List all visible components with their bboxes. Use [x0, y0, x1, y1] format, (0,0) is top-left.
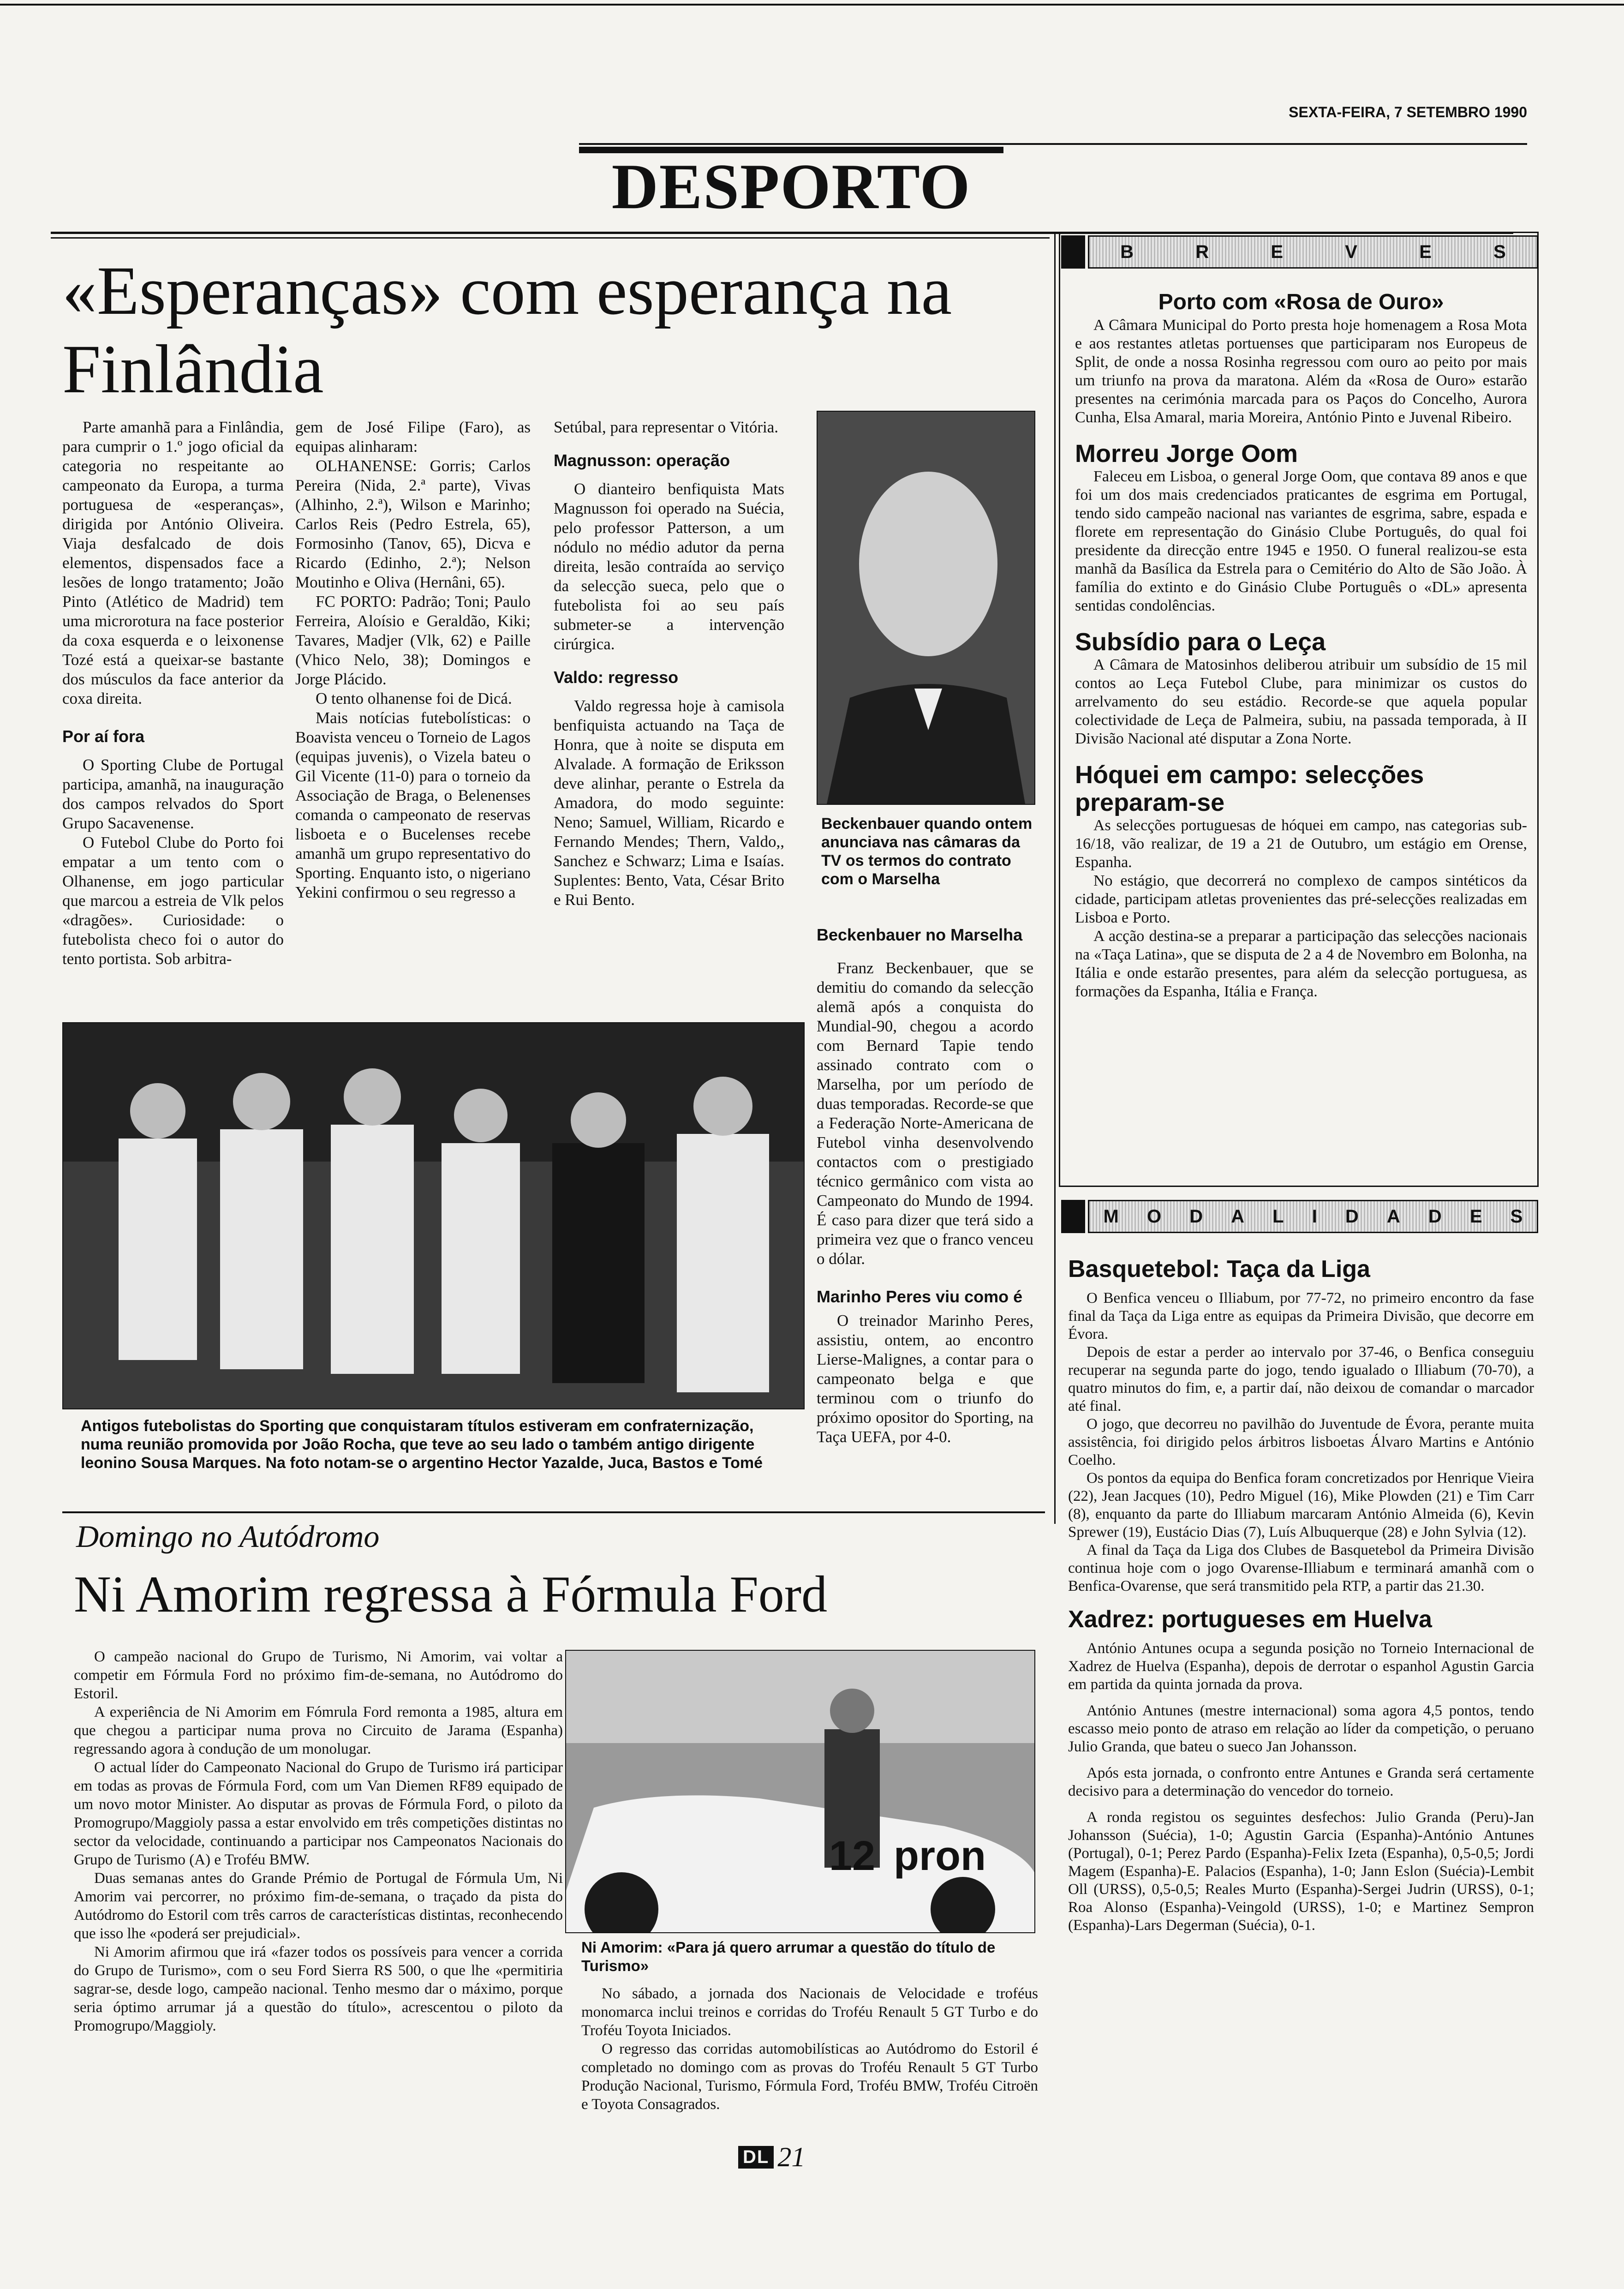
modalidades-label: [1089, 1201, 1537, 1232]
main-col-3-para: O dianteiro benfiquista Mats Magnusson foi operado na Suécia, pelo professor Patterson, a um nódulo no médio adutor da perna direita, lesão contraída ao serviço da selecção sueca, pelo que o futebolista foi ao seu país submeter-se a intervenção cirúrgica.: [554, 480, 784, 653]
subhead-marinho: Marinho Peres viu como é: [817, 1287, 1023, 1306]
brief-body: [1075, 816, 1527, 1001]
basket-title: Basquetebol: Taça da Liga: [1068, 1256, 1370, 1282]
column-divider: [1054, 232, 1056, 1524]
auto-top-rule: [62, 1511, 1045, 1513]
main-col-1-para: O Sporting Clube de Portugal participa, amanhã, na inauguração dos campos relvados do Sport Grupo Sacavenense.: [62, 756, 284, 832]
modalidades-letter: S: [1510, 1206, 1523, 1227]
basket-para: Depois de estar a perder ao intervalo por 37-46, o Benfica conseguiu recuperar na segunda parte do jogo, tendo igualado o Illiabum (70-70), a quatro minutos do fim, e, a partir daí, não deixou de comandar o marcador até final.: [1068, 1344, 1534, 1414]
chess-body: [1068, 1640, 1534, 1935]
auto-col-2-para: No sábado, a jornada dos Nacionais de Velocidade e troféus monomarca inclui treinos e corridas do Troféu Renault 5 GT Turbo e do Troféu Toyota Iniciados.: [581, 1985, 1038, 2039]
basket-para: Os pontos da equipa do Benfica foram concretizados por Henrique Vieira (22), Jean Jacques (10), Pedro Miguel (16), Mike Plowden (21) e Tim Carr (8), enquanto da parte do Illiabum marcaram António Almeida (6), Kevin Sprewer (19), Eustácio Dias (7), Luís Albuquerque (28) e John Sylvia (12).: [1068, 1470, 1534, 1540]
modalidades-letter: A: [1231, 1206, 1245, 1227]
breves-letter: V: [1345, 241, 1357, 262]
main-col-4-para: O treinador Marinho Peres, assistiu, ontem, ao encontro Lierse-Malignes, a contar para o campeonato belga e que terminou com o triunfo do próximo opositor do Sporting, na Taça UEFA, por 4-0.: [817, 1312, 1033, 1446]
modalidades-marker: [1061, 1200, 1085, 1233]
subhead-magnusson: Magnusson: operação: [554, 451, 730, 470]
modalidades-letter: D: [1428, 1206, 1442, 1227]
group-photo-caption: Antigos futebolistas do Sporting que conquistaram títulos estiveram em confraternização, numa reunião promovida por João Rocha, que teve ao seu lado o também antigo dirigente leonino Sousa Marques. Na foto notam-se o argentino Hector Yazalde, Juca, Bastos e Tomé: [81, 1417, 763, 1472]
main-headline: «Esperanças» com esperança na Finlândia: [62, 252, 952, 407]
modalidades-letter: E: [1469, 1206, 1482, 1227]
chess-para: António Antunes (mestre internacional) soma agora 4,5 pontos, tendo escasso meio ponto de atraso em relação ao líder da competição, o peruano Julio Granda, que bateu o sueco Jan Johansson.: [1068, 1702, 1534, 1755]
main-col-1-para: Parte amanhã para a Finlândia, para cumprir o 1.º jogo oficial da categoria no respeitante ao campeonato da Europa, a turma portuguesa de «esperanças», dirigida por António Oliveira. Viaja desfalcado de dois elementos, dispensados face a lesões de longo tratamento; João Pinto (Atlético de Madrid) tem uma microrotura na face posterior da coxa esquerda e o leixonense Tozé está a queixar-se bastante dos músculos da face anterior da coxa direita.: [62, 418, 284, 707]
breves-items: [1075, 288, 1527, 1001]
newspaper-logo: DL: [738, 2146, 774, 2169]
chess-para: Após esta jornada, o confronto entre Antunes e Granda será certamente decisivo para a determinação do vencedor do torneio.: [1068, 1765, 1534, 1799]
main-col-4-para: Franz Beckenbauer, que se demitiu do comando da selecção alemã após a conquista do Mundial-90, chegou a acordo com Bernard Tapie tendo assinado contrato com o Marselha, por um período de duas temporadas. Recorde-se que a Federação Norte-Americana de Futebol vinha desenvolvendo contactos com o prestigiado técnico germânico com vista ao Campeonato do Mundo de 1994. É caso para dizer que terá sido a primeira vez que o franco venceu o dólar.: [817, 959, 1033, 1268]
auto-kicker: Domingo no Autódromo: [76, 1519, 380, 1554]
brief-body: [1075, 656, 1527, 748]
chess-para: A ronda registou os seguintes desfechos: Julio Granda (Peru)-Jan Johansson (Suécia), 1-0; Agustin Garcia (Espanha)-António Antunes (Portugal), 0-1; Perez Pardo (Espanha)-Felix Izeta (Espanha), 0,5-0,5; Jordi Magem (Espanha)-E. Palacios (Espanha), 1-0; Jann Eslon (Suécia)-Lembit Oll (URSS), 0,5-0,5; Reales Murto (Espanha)-Sergei Judrin (URSS), 0-1; Roa Alonso (Espanha)-Veingold (URSS), 1-0; e Martinez Sempron (Espanha)-Lars Degerman (Suécia), 0-1.: [1068, 1809, 1534, 1934]
main-col-1-para: O Futebol Clube do Porto foi empatar a um tento com o Olhanense, em jogo particular que marcou a estreia de Vlk pelos «dragões». Curiosidade: o futebolista checo foi o autor do tento portista. Sob arbitra-: [62, 833, 284, 968]
chess-para: António Antunes ocupa a segunda posição no Torneio Internacional de Xadrez de Huelva (Espanha), depois de derrotar o espanhol Agustin Garcia em partida da quinta jornada da prova.: [1068, 1640, 1534, 1693]
section-title: DESPORTO: [611, 151, 971, 222]
car-photo-caption: Ni Amorim: «Para já quero arrumar a questão do título de Turismo»: [581, 1939, 996, 1974]
main-col-2-para: O tento olhanense foi de Dicá.: [316, 689, 512, 707]
main-col-4: [817, 925, 1033, 1447]
auto-col-1: [74, 1648, 563, 2035]
brief-para: A acção destina-se a preparar a participação das selecções nacionais na «Taça Latina», que se disputa de 2 a 4 de Novembro em Bolonha, na Itália e onde estarão presentes, para além da selecção portuguesa, as formações da Espanha, Itália e França.: [1075, 928, 1527, 1000]
portrait-silhouette: [818, 412, 1034, 804]
auto-headline: Ni Amorim regressa à Fórmula Ford: [74, 1566, 828, 1623]
modalidades-letter: A: [1386, 1206, 1400, 1227]
breves-letter: E: [1419, 241, 1432, 262]
main-col-2-para: gem de José Filipe (Faro), as equipas alinharam:: [295, 418, 531, 455]
brief-body: [1075, 316, 1527, 427]
main-col-3-para: Valdo regressa hoje à camisola benfiquista actuando na Taça de Honra, que à noite se disputa em Alvalade. A formação de Eriksson deve alinhar, perante o Estrela da Amadora, do modo seguinte: Neno; Samuel, William, Ricardo e Fernando Mendes; Thern, Valdo,, Sanchez e Schwarz; Lima e Isaías. Suplentes: Bento, Vata, César Brito e Rui Bento.: [554, 697, 784, 909]
breves-letter: E: [1271, 241, 1284, 262]
modalidades-content: [1068, 1255, 1534, 1935]
chess-title: Xadrez: portugueses em Huelva: [1068, 1606, 1432, 1633]
main-col-2-para: Mais notícias futebolísticas: o Boavista venceu o Torneio de Lagos (equipas juvenis), o Vizela bateu o Gil Vicente (11-0) para o torneio da Associação de Braga, o Belenenses comanda o campeonato de reservas lisboeta e o Bucelenses recebe amanhã um grupo representativo do Sporting. Enquanto isto, o nigeriano Yekini confirmou o seu regresso a: [295, 709, 531, 901]
group-photo: [62, 1022, 805, 1409]
brief-para: Faleceu em Lisboa, o general Jorge Oom, que contava 89 anos e que foi um dos mais credenciados praticantes de esgrima em Portugal, tendo sido campeão nacional nas variantes de esgrima, sabre, espada e florete em representação do Ginásio Clube Português, do qual foi presidente da direcção entre 1945 e 1950. O funeral realizou-se esta manhã da Basílica da Estrela para o Cemitério do Alto de São João. À família do extinto e do Ginásio Clube Português o «DL» apresenta sentidas condolências.: [1075, 468, 1527, 614]
modalidades-letter: L: [1272, 1206, 1284, 1227]
brief-para: A Câmara de Matosinhos deliberou atribuir um subsídio de 15 mil contos ao Leça Futebol Clube, para minimizar os custos do arrelvamento do seu estádio. Recorde-se que aquela popular colectividade de Leça de Palmeira, subiu, na passada temporada, à II Divisão Nacional até disputar a Zona Norte.: [1075, 656, 1527, 747]
breves-letter: B: [1120, 241, 1134, 262]
main-col-2-para: OLHANENSE: Gorris; Carlos Pereira (Nida, 2.ª parte), Vivas (Alhinho, 2.ª), Wilson e Marinho; Carlos Reis (Pedro Estrela, 65), Formosinho (Tanov, 65), Dicva e Ricardo (Edinho, 2.ª); Nelson Moutinho e Oliva (Hernâni, 65).: [295, 457, 531, 591]
subhead-por-ai-fora: Por aí fora: [62, 727, 145, 746]
breves-letter: R: [1195, 241, 1209, 262]
breves-marker: [1061, 235, 1085, 269]
breves-label-band: [1088, 235, 1538, 269]
car-photo: [565, 1650, 1035, 1933]
basket-body: [1068, 1289, 1534, 1595]
beckenbauer-photo: [817, 411, 1035, 805]
auto-col-2-para: O regresso das corridas automobilísticas ao Autódromo do Estoril é completado no domingo com as provas do Troféu Renault 5 GT Turbo Produção Nacional, Turismo, Fórmula Ford, Troféu BMW, Troféu Citroën e Toyota Consagrados.: [581, 2041, 1038, 2113]
modalidades-letter: D: [1345, 1206, 1359, 1227]
brief-title: Porto com «Rosa de Ouro»: [1158, 290, 1444, 314]
subhead-valdo: Valdo: regresso: [554, 668, 679, 687]
brief-title: Hóquei em campo: selecções preparam-se: [1075, 761, 1424, 816]
page-number: 21: [777, 2142, 806, 2172]
main-col-3-para: Setúbal, para representar o Vitória.: [554, 418, 779, 436]
main-col-3: [554, 418, 784, 910]
header-rule: [579, 143, 1527, 145]
issue-date: SEXTA-FEIRA, 7 SETEMBRO 1990: [1289, 104, 1527, 120]
main-col-2: [295, 418, 531, 902]
auto-col-2: [581, 1984, 1038, 2114]
car-photo-scene: [566, 1651, 1034, 1932]
modalidades-letter: O: [1146, 1206, 1162, 1227]
main-top-rule-2: [51, 237, 1050, 239]
subhead-beckenbauer: Beckenbauer no Marselha: [817, 925, 1023, 944]
auto-col-1-para: O actual líder do Campeonato Nacional do Grupo de Turismo irá participar em todas as provas de Fórmula Ford, com um Van Diemen RF89 equipado de um novo motor Minister. Ao disputar as provas de Fórmula Ford, o piloto da Promogrupo/Maggioly passa a estar envolvido em três competições distintas no sector da velocidade, continuando a participar nos Campeonatos Nacionais do Grupo de Turismo (A) e Troféu BMW.: [74, 1759, 563, 1868]
car-sponsor: pron: [894, 1833, 986, 1879]
main-col-1: [62, 418, 284, 969]
brief-item: [1075, 628, 1527, 748]
modalidades-label-band: [1088, 1200, 1538, 1233]
auto-col-1-para: Duas semanas antes do Grande Prémio de Portugal de Fórmula Um, Ni Amorim vai percorrer, no próximo fim-de-semana, o traçado da pista do Autódromo do Estoril com três carros de características distintas, reconhecendo que isso lhe «poderá ser prejudicial».: [74, 1870, 563, 1942]
basket-para: A final da Taça da Liga dos Clubes de Basquetebol da Primeira Divisão continua hoje com o jogo Ovarense-Illiabum e terminará amanhã com o Benfica-Ovarense, que será transmitido pela RTP, a partir das 21.30.: [1068, 1542, 1534, 1594]
breves-label: [1089, 237, 1537, 267]
beckenbauer-caption: Beckenbauer quando ontem anunciava nas câmaras da TV os termos do contrato com o Marselha: [821, 815, 1033, 888]
basket-para: O jogo, que decorreu no pavilhão do Juventude de Évora, perante muita assistência, foi dirigido pelos árbitros lisboetas Álvaro Martins e António Coelho.: [1068, 1416, 1534, 1468]
modalidades-letter: D: [1189, 1206, 1203, 1227]
brief-item: [1075, 288, 1527, 427]
brief-para: A Câmara Municipal do Porto presta hoje homenagem a Rosa Mota e aos restantes atletas portuenses que participaram nos Europeus de Split, de onde a nossa Rosinha regressou com ouro ao peito por mais um triunfo na prova da maratona. Além da «Rosa de Ouro» estarão presentes na cerimónia marcada para os Paços do Concelho, Aurora Cunha, Elsa Amaral, maria Moreira, António Pinto e Juvenal Ribeiro.: [1075, 317, 1527, 426]
brief-para: As selecções portuguesas de hóquei em campo, nas categorias sub-16/18, vão realizar, de 19 a 21 de Outubro, um estágio em Orense, Espanha.: [1075, 817, 1527, 871]
modalidades-letter: M: [1103, 1206, 1119, 1227]
brief-item: [1075, 761, 1527, 1001]
car-number: 12: [829, 1833, 876, 1879]
group-photo-scene: [63, 1023, 804, 1408]
auto-col-1-para: O campeão nacional do Grupo de Turismo, Ni Amorim, vai voltar a competir em Fórmula Ford no próximo fim-de-semana, no Autódromo do Estoril.: [74, 1648, 563, 1702]
auto-col-1-para: A experiência de Ni Amorim em Fómrula Ford remonta a 1985, altura em que chegou a participar numa prova no Circuito de Jarama (Espanha) regressando agora à condução de um monolugar.: [74, 1704, 563, 1757]
basket-para: O Benfica venceu o Illiabum, por 77-72, no primeiro encontro da fase final da Taça da Liga entre as equipas da Primeira Divisão, que decorre em Évora.: [1068, 1290, 1534, 1342]
brief-title: Morreu Jorge Oom: [1075, 440, 1298, 467]
brief-item: [1075, 440, 1527, 615]
brief-title: Subsídio para o Leça: [1075, 628, 1326, 656]
brief-body: [1075, 467, 1527, 615]
auto-col-1-para: Ni Amorim afirmou que irá «fazer todos os possíveis para vencer a corrida do Grupo de Turismo», com o seu Ford Sierra RS 500, o que lhe «permitiria sagrar-se, desde logo, campeão nacional. Tenho mesmo dar o máximo, porque seria óptimo arrumar já a questão do título», acrescentou o piloto da Promogrupo/Maggioly.: [74, 1944, 563, 2034]
breves-letter: S: [1493, 241, 1506, 262]
modalidades-letter: I: [1312, 1206, 1317, 1227]
page-footer: [738, 2141, 805, 2173]
brief-para: No estágio, que decorrerá no complexo de campos sintéticos da cidade, participam atletas provenientes das pré-selecções realizadas em Lisboa e Porto.: [1075, 872, 1527, 926]
main-col-2-para: FC PORTO: Padrão; Toni; Paulo Ferreira, Aloísio e Geraldão, Kiki; Tavares, Madjer (Vlk, 62) e Paille (Vhico Nelo, 38); Domingos e Jorge Plácido.: [295, 593, 531, 688]
top-rule: [0, 4, 1624, 6]
